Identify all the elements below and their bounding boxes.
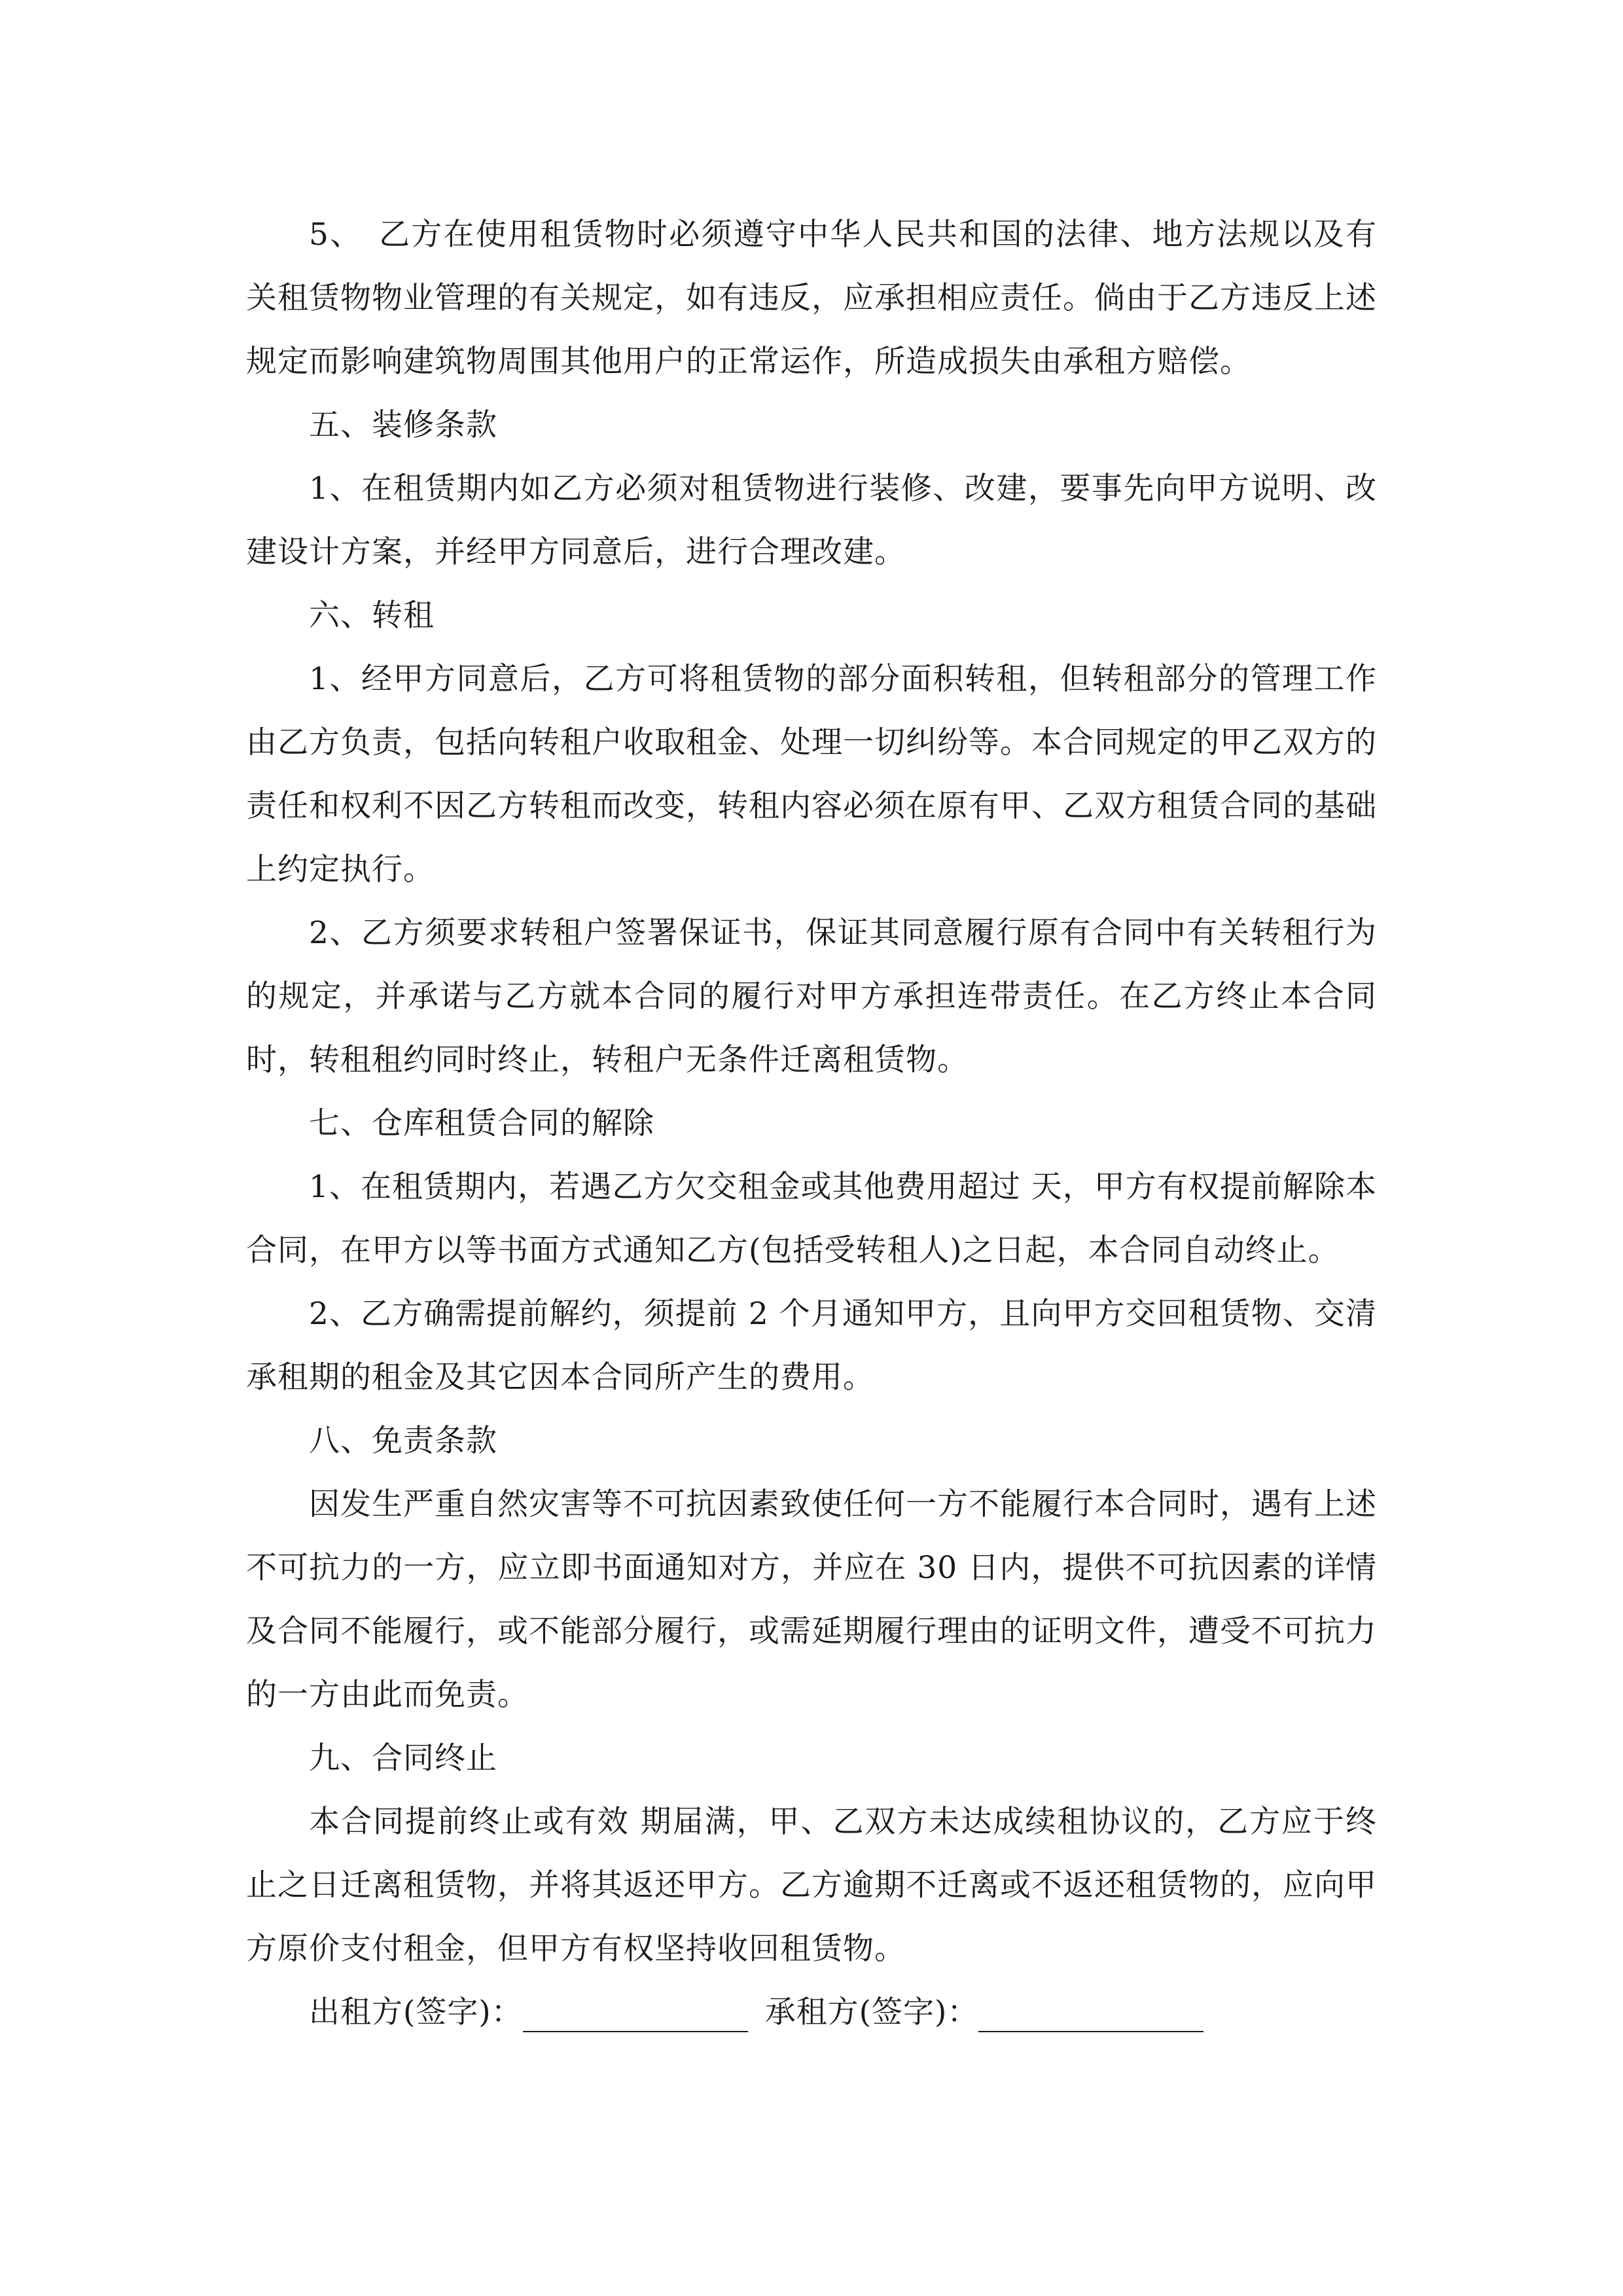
- lessor-signature-line[interactable]: [523, 1992, 748, 2032]
- section-6-title: 六、转租: [309, 598, 435, 634]
- section-6-paragraph-2: 2、乙方须要求转租户签署保证书，保证其同意履行原有合同中有关转租行为的规定，并承诺与乙方就本合同的履行对甲方承担连带责任。在乙方终止本合同时，转租租约同时终止，转租户无条件迁离租赁物。: [246, 915, 1377, 1078]
- signature-row: [246, 1981, 1377, 2044]
- section-5-title: 五、装修条款: [309, 407, 497, 443]
- section-6-paragraph-1: 1、经甲方同意后，乙方可将租赁物的部分面积转租，但转租部分的管理工作由乙方负责，包括向转租户收取租金、处理一切纠纷等。本合同规定的甲乙双方的责任和权利不因乙方转租而改变，转租内容必须在原有甲、乙双方租赁合同的基础上约定执行。: [246, 661, 1377, 888]
- lessee-signature-line[interactable]: [978, 1992, 1204, 2032]
- section-9-paragraph-1: 本合同提前终止或有效 期届满，甲、乙双方未达成续租协议的，乙方应于终止之日迁离租赁物，并将其返还甲方。乙方逾期不迁离或不返还租赁物的，应向甲方原价支付租金，但甲方有权坚持收回租赁物。: [246, 1804, 1377, 1967]
- section-7-paragraph-1: 1、在租赁期内，若遇乙方欠交租金或其他费用超过 天，甲方有权提前解除本合同，在甲方以等书面方式通知乙方(包括受转租人)之日起，本合同自动终止。: [246, 1169, 1377, 1268]
- section-5-paragraph-1: 1、在租赁期内如乙方必须对租赁物进行装修、改建，要事先向甲方说明、改建设计方案，并经甲方同意后，进行合理改建。: [246, 471, 1377, 570]
- lessor-signature-label: 出租方(签字)：: [309, 1994, 523, 2030]
- clause-5: 5、 乙方在使用租赁物时必须遵守中华人民共和国的法律、地方法规以及有关租赁物物业管理的有关规定，如有违反，应承担相应责任。倘由于乙方违反上述规定而影响建筑物周围其他用户的正常运作，所造成损失由承租方赔偿。: [246, 217, 1377, 380]
- section-7-title: 七、仓库租赁合同的解除: [309, 1105, 654, 1141]
- lessee-signature-label: 承租方(签字)：: [764, 1994, 979, 2030]
- section-8-title: 八、免责条款: [309, 1423, 497, 1459]
- section-9-title: 九、合同终止: [309, 1740, 497, 1776]
- section-8-paragraph-1: 因发生严重自然灾害等不可抗因素致使任何一方不能履行本合同时，遇有上述不可抗力的一方，应立即书面通知对方，并应在 30 日内，提供不可抗因素的详情及合同不能履行，或不能部分履行，或需延期履行理由的证明文件，遭受不可抗力的一方由此而免责。: [246, 1486, 1377, 1713]
- section-7-paragraph-2: 2、乙方确需提前解约，须提前 2 个月通知甲方，且向甲方交回租赁物、交清承租期的租金及其它因本合同所产生的费用。: [246, 1296, 1377, 1395]
- contract-body: [246, 203, 1377, 2044]
